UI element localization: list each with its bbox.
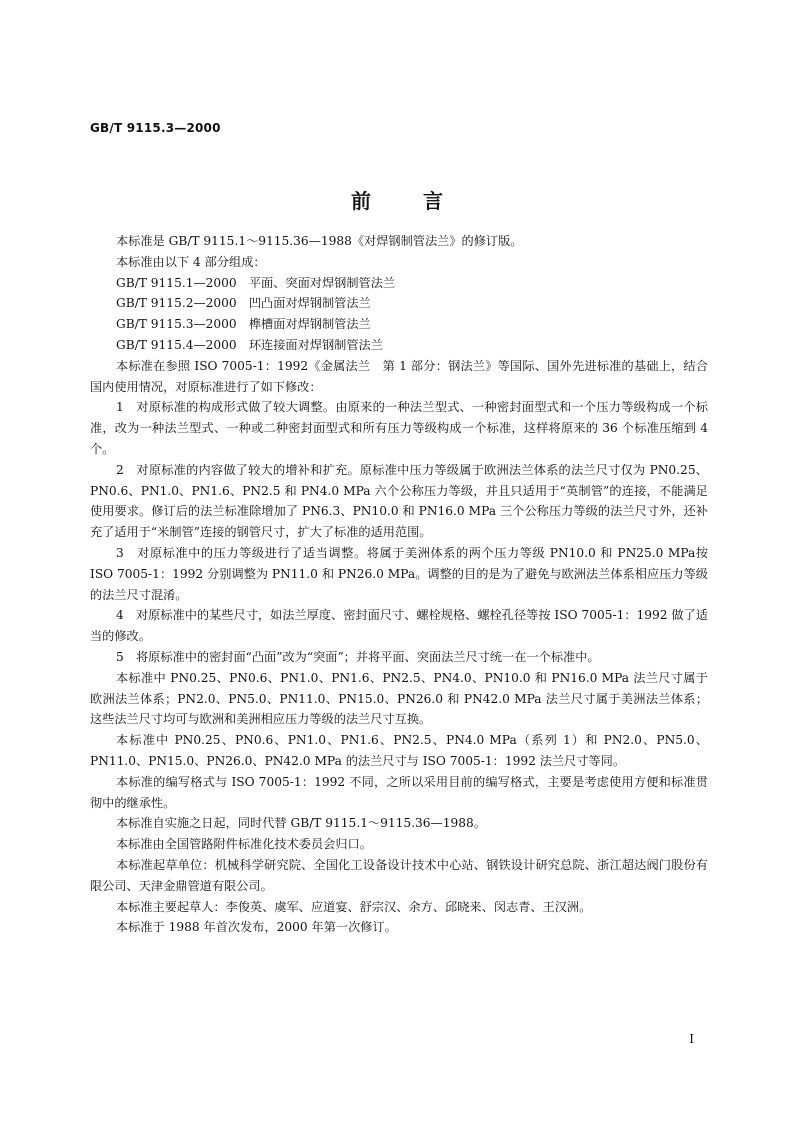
change-item-5: 5 将原标准中的密封面“凸面”改为“突面”；并将平面、突面法兰尺寸统一在一个标准中。 xyxy=(116,649,600,664)
paragraph-drafters: 本标准主要起草人：李俊英、虞军、应道宴、舒宗汉、余方、邱晓来、闵志青、王汉洲。 xyxy=(116,899,592,914)
part-list-item-1: GB/T 9115.1—2000 平面、突面对焊钢制管法兰 xyxy=(116,275,396,290)
paragraph-flange-systems: 本标准中 PN0.25、PN0.6、PN1.0、PN1.6、PN2.5、PN4.0、PN10.0 和 PN16.0 MPa 法兰尺寸属于欧洲法兰体系；PN2.0、PN5.0、PN11.0、PN15.0、PN26.0 和 PN42.0 MPa 法兰尺寸属于美洲法兰体系；这些法兰尺寸均可与欧洲和美洲相应压力等级的法兰尺寸互换。 xyxy=(90,670,708,727)
change-item-3: 3 对原标准中的压力等级进行了适当调整。将属于美洲体系的两个压力等级 PN10.0 和 PN25.0 MPa按 ISO 7005-1：1992 分别调整为 PN11.0 和 PN26.0 MPa。调整的目的是为了避免与欧洲法兰体系相应压力等级的法兰尺寸混淆。 xyxy=(90,545,708,602)
change-item-4: 4 对原标准中的某些尺寸，如法兰厚度、密封面尺寸、螺栓规格、螺栓孔径等按 ISO 7005-1：1992 做了适当的修改。 xyxy=(90,608,708,644)
change-item-2: 2 对原标准的内容做了较大的增补和扩充。原标准中压力等级属于欧洲法兰体系的法兰尺寸仅为 PN0.25、PN0.6、PN1.0、PN1.6、PN2.5 和 PN4.0 MPa 六个公称压力等级，并且只适用于“英制管”的连接，不能满足使用要求。修订后的法兰标准除增加了 PN6.3、PN10.0 和 PN16.0 MPa 三个公称压力等级的法兰尺寸外，还补充了适用于“米制管”连接的钢管尺寸，扩大了标准的适用范围。 xyxy=(90,462,708,540)
paragraph-history: 本标准于 1988 年首次发布，2000 年第一次修订。 xyxy=(116,920,397,935)
paragraph-reference: 本标准在参照 ISO 7005-1：1992《金属法兰 第 1 部分：钢法兰》等国际、国外先进标准的基础上，结合国内使用情况，对原标准进行了如下修改： xyxy=(90,358,708,394)
paragraph-drafting-units: 本标准起草单位：机械科学研究院、全国化工设备设计技术中心站、钢铁设计研究总院、浙江超达阀门股份有限公司、天津金鼎管道有限公司。 xyxy=(90,857,708,893)
paragraph-1: 本标准是 GB/T 9115.1～9115.36—1988《对焊钢制管法兰》的修订版。 xyxy=(116,234,523,248)
paragraph-committee: 本标准由全国管路附件标准化技术委员会归口。 xyxy=(116,837,372,852)
change-item-1: 1 对原标准的构成形式做了较大调整。由原来的一种法兰型式、一种密封面型式和一个压力等级构成一个标准，改为一种法兰型式、一种或二种密封面型式和所有压力等级构成一个标准，这样将原来的 36 个标准压缩到 4 个。 xyxy=(90,400,708,456)
paragraph-replaces: 本标准自实施之日起，同时代替 GB/T 9115.1～9115.36—1988。 xyxy=(116,816,486,831)
part-list-item-3: GB/T 9115.3—2000 榫槽面对焊钢制管法兰 xyxy=(116,317,371,332)
paragraph-2: 本标准由以下 4 部分组成： xyxy=(116,254,266,269)
standard-number: GB/T 9115.3—2000 xyxy=(90,121,221,135)
part-list-item-4: GB/T 9115.4—2000 环连接面对焊钢制管法兰 xyxy=(116,337,383,352)
paragraph-iso-equivalence: 本标准中 PN0.25、PN0.6、PN1.0、PN1.6、PN2.5、PN4.0 MPa（系列 1）和 PN2.0、PN5.0、PN11.0、PN15.0、PN26.0、PN42.0 MPa 的法兰尺寸与 ISO 7005-1：1992 法兰尺寸等同。 xyxy=(90,733,708,768)
page-number: I xyxy=(689,1032,694,1046)
foreword-body xyxy=(90,231,708,938)
part-list-item-2: GB/T 9115.2—2000 凹凸面对焊钢制管法兰 xyxy=(116,296,371,311)
page-title: 前言 xyxy=(351,189,495,213)
paragraph-format: 本标准的编写格式与 ISO 7005-1：1992 不同，之所以采用目前的编写格式，主要是考虑使用方便和标准贯彻中的继承性。 xyxy=(90,774,708,810)
